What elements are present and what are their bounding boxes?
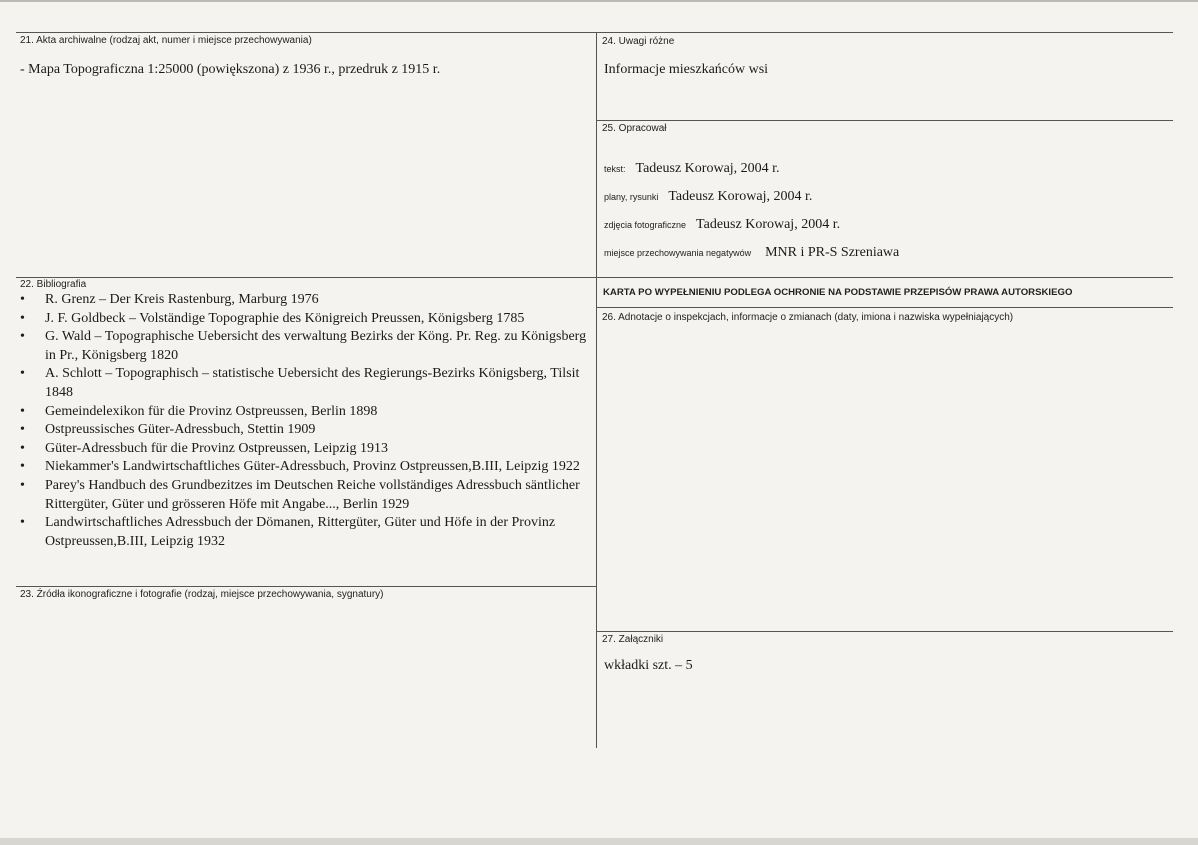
author-row-label: miejsce przechowywania negatywów — [604, 248, 752, 258]
author-row-value: MNR i PR-S Szreniawa — [765, 245, 900, 260]
section-21-text: - Mapa Topograficzna 1:25000 (powiększona) z 1936 r., przedruk z 1915 r. — [20, 62, 441, 77]
section-22-label: 22. Bibliografia — [20, 279, 87, 290]
author-row-value: Tadeusz Korowaj, 2004 r. — [668, 189, 813, 204]
section-25-label: 25. Opracował — [602, 123, 667, 134]
bibliography-item: • G. Wald – Topographische Uebersicht des verwaltung Bezirks der Köng. Pr. Reg. zu Königsberg in Pr., Königsberg 1820 — [20, 328, 595, 365]
bibliography-item: • Landwirtschaftliches Adressbuch der Dömanen, Rittergüter, Güter und Höfe in der Provinz Ostpreussen,B.III, Leipzig 1932 — [20, 514, 595, 551]
column-divider — [596, 32, 597, 748]
bibliography-item: • Gemeindelexikon für die Provinz Ostpreussen, Berlin 1898 — [20, 403, 595, 422]
bibliography-item: • A. Schlott – Topographisch – statistische Uebersicht des Regierungs-Bezirks Königsberg, Tilsit 1848 — [20, 365, 595, 402]
author-row-value: Tadeusz Korowaj, 2004 r. — [635, 161, 780, 176]
divider-26-27 — [597, 631, 1173, 632]
top-border-line — [16, 32, 1173, 33]
author-row-text — [604, 159, 780, 177]
author-row-value: Tadeusz Korowaj, 2004 r. — [696, 217, 841, 232]
section-27-label: 27. Załączniki — [602, 634, 664, 645]
author-row-plans — [604, 187, 812, 205]
copyright-notice: KARTA PO WYPEŁNIENIU PODLEGA OCHRONIE NA PODSTAWIE PRZEPISÓW PRAWA AUTORSKIEGO — [603, 287, 1073, 298]
divider-21-22 — [16, 277, 596, 278]
author-row-negatives — [604, 243, 899, 261]
divider-22-23 — [16, 586, 596, 587]
section-26-label: 26. Adnotacje o inspekcjach, informacje o zmianach (daty, imiona i nazwiska wypełniających) — [602, 312, 1014, 323]
author-row-label: tekst: — [604, 164, 626, 174]
bibliography-item: • Parey's Handbuch des Grundbezitzes im Deutschen Reiche vollständiges Adressbuch säntlicher Rittergüter, Güter und grösseren Höfe mit Angabe..., Berlin 1929 — [20, 477, 595, 514]
author-row-label: zdjęcia fotograficzne — [604, 220, 687, 230]
section-27-text: wkładki szt. – 5 — [604, 658, 693, 673]
bibliography-item: • J. F. Goldbeck – Volständige Topographie des Königreich Preussen, Königsberg 1785 — [20, 310, 595, 329]
author-row-label: plany, rysunki — [604, 192, 659, 202]
section-21-label: 21. Akta archiwalne (rodzaj akt, numer i miejsce przechowywania) — [20, 35, 312, 46]
divider-24-25 — [597, 120, 1173, 121]
bibliography-item: • R. Grenz – Der Kreis Rastenburg, Marburg 1976 — [20, 291, 595, 310]
bibliography-item: • Güter-Adressbuch für die Provinz Ostpreussen, Leipzig 1913 — [20, 440, 595, 459]
divider-notice-top — [597, 277, 1173, 278]
section-23-label: 23. Źródła ikonograficzne i fotografie (rodzaj, miejsce przechowywania, sygnatury) — [20, 589, 384, 600]
section-24-text: Informacje mieszkańców wsi — [604, 62, 769, 77]
author-row-photos — [604, 215, 840, 233]
bibliography-list — [20, 291, 595, 551]
bibliography-item: • Ostpreussisches Güter-Adressbuch, Stettin 1909 — [20, 421, 595, 440]
divider-notice-bottom — [597, 307, 1173, 308]
bibliography-item: • Niekammer's Landwirtschaftliches Güter-Adressbuch, Provinz Ostpreussen,B.III, Leipzig 1922 — [20, 458, 595, 477]
section-24-label: 24. Uwagi różne — [602, 36, 675, 47]
